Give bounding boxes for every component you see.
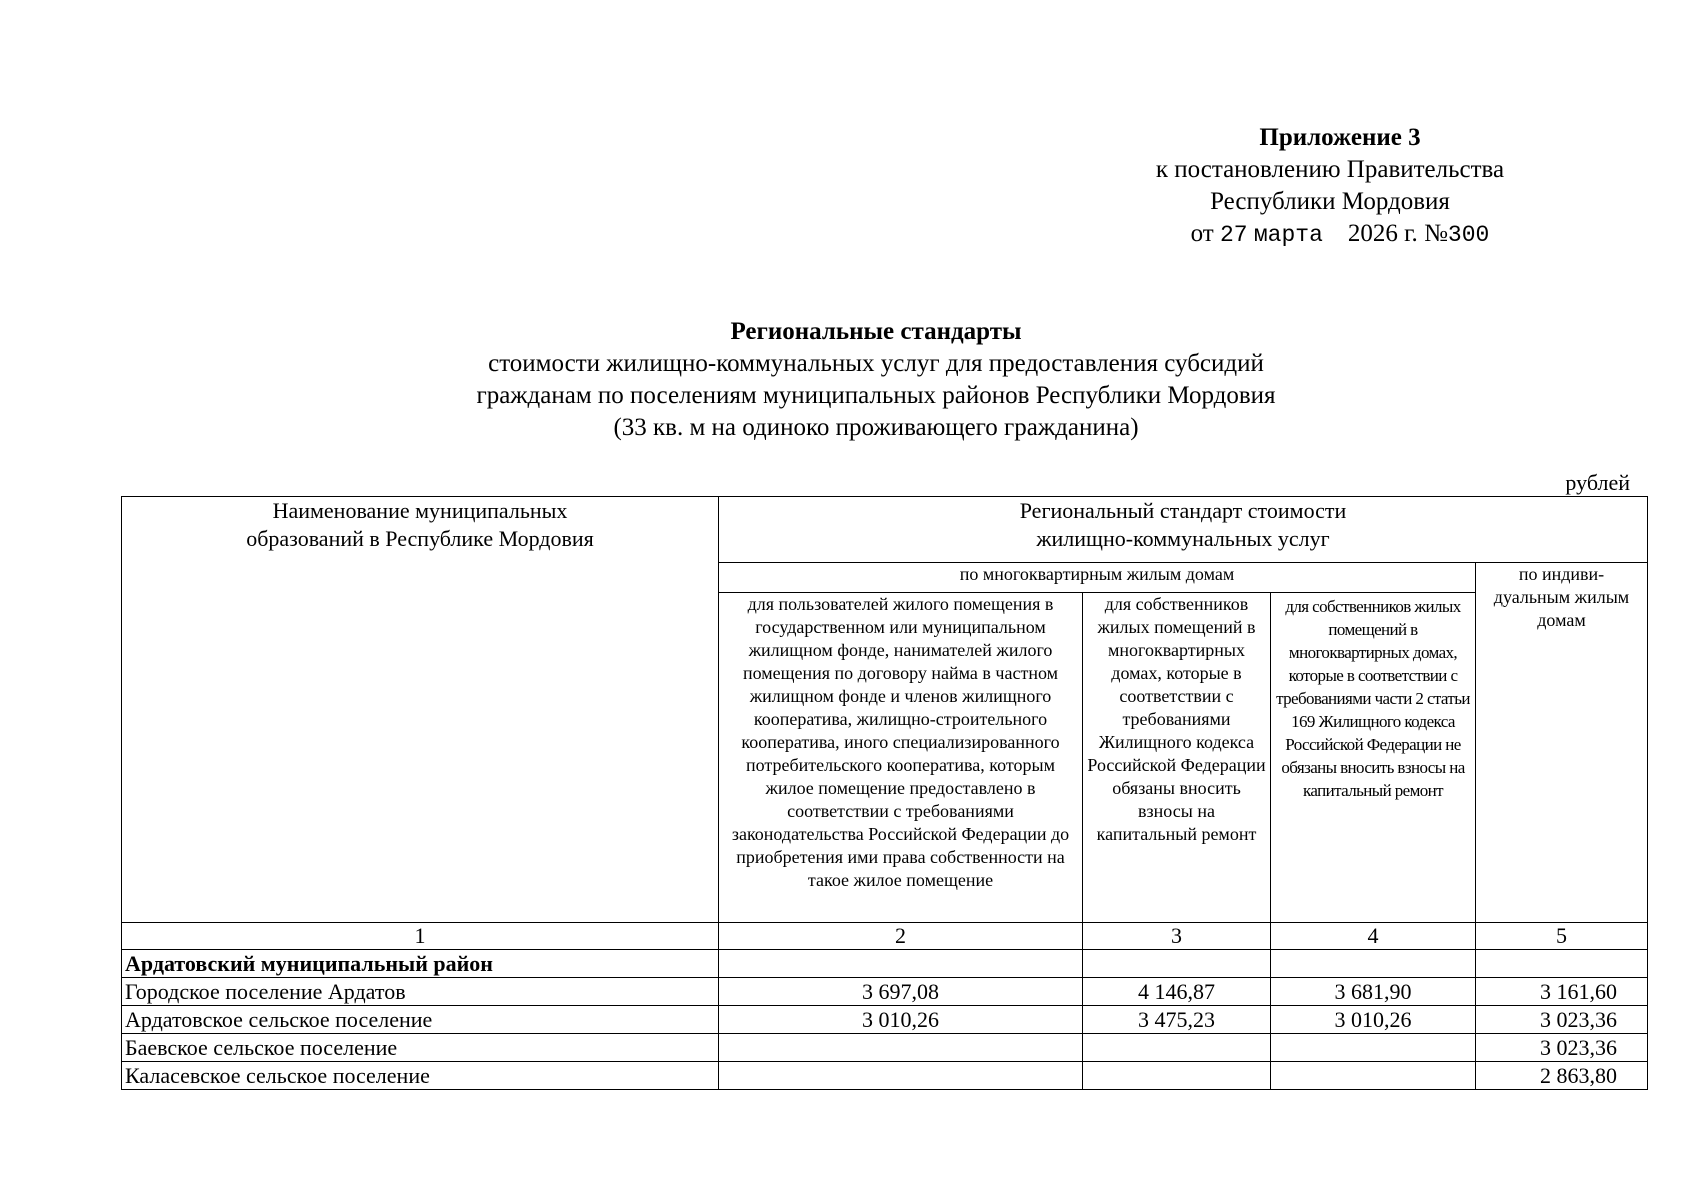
- header-col-owners-with-repair: для собственников жилых помещений в многоквартирных домах, которые в соответствии с требованиями Жилищного кодекса Российской Федерации обязаны вносить взносы на капитальный ремонт: [1083, 593, 1271, 923]
- subtitle-line-1: стоимости жилищно-коммунальных услуг для предоставления субсидий: [488, 350, 1264, 377]
- row-name: Каласевское сельское поселение: [122, 1062, 719, 1090]
- number-sign: №: [1424, 220, 1448, 247]
- date-prefix: от: [1190, 220, 1214, 247]
- header-col-tenants: для пользователей жилого помещения в государственном или муниципальном жилищном фонде, нанимателей жилого помещения по договору найма в частном жилищном фонде и членов жилищного кооператива, жилищно-строительного кооператива, иного специализированного потребительского кооператива, которым жилое помещение предоставлено в соответствии с требованиями законодательства Российской Федерации до приобретения ими права собственности на такое жилое помещение: [719, 593, 1083, 923]
- appendix-title: Приложение 3: [1259, 124, 1421, 151]
- header-individual-houses: по индиви-дуальным жилым домам: [1476, 563, 1648, 923]
- table-row: [122, 1006, 1648, 1034]
- appendix-line-2: Республики Мордовия: [1210, 188, 1450, 215]
- cell-col4: 3 010,26: [1271, 1006, 1476, 1034]
- table-row: [122, 978, 1648, 1006]
- table-row: [122, 1034, 1648, 1062]
- header-row-1: [122, 497, 1648, 563]
- header-apartment-buildings: по многоквартирным жилым домам: [719, 563, 1476, 593]
- cell-col3: 3 475,23: [1083, 1006, 1271, 1034]
- date-day: 27: [1220, 222, 1248, 248]
- column-number: 3: [1083, 923, 1271, 950]
- column-number: 2: [719, 923, 1083, 950]
- cell-col2: 3 697,08: [719, 978, 1083, 1006]
- cell-col3: [1083, 1062, 1271, 1090]
- cell-col2: [719, 950, 1083, 978]
- row-name: Ардатовский муниципальный район: [122, 950, 719, 978]
- cell-col4: [1271, 1062, 1476, 1090]
- header-col-owners-without-repair: для собственников жилых помещений в многоквартирных домах, которые в соответствии с требованиями части 2 статьи 169 Жилищного кодекса Российской Федерации не обязаны вносить взносы на капитальный ремонт: [1271, 593, 1476, 923]
- cell-col5: 3 023,36: [1476, 1006, 1648, 1034]
- appendix-header: [1120, 122, 1540, 251]
- document-title: Региональные стандарты: [730, 318, 1022, 345]
- cell-col4: 3 681,90: [1271, 978, 1476, 1006]
- cell-col5: 2 863,80: [1476, 1062, 1648, 1090]
- column-numbers-row: [122, 923, 1648, 950]
- appendix-line-1: к постановлению Правительства: [1155, 156, 1505, 183]
- header-municipality-name: Наименование муниципальных образований в Республике Мордовия: [122, 497, 719, 923]
- column-number: 4: [1271, 923, 1476, 950]
- cell-col2: 3 010,26: [719, 1006, 1083, 1034]
- cell-col3: [1083, 950, 1271, 978]
- standards-table: [121, 496, 1648, 1090]
- subtitle-line-3: (33 кв. м на одиноко проживающего гражданина): [613, 414, 1139, 441]
- header-regional-standard: Региональный стандарт стоимости жилищно-коммунальных услуг: [719, 497, 1648, 563]
- column-number: 1: [122, 923, 719, 950]
- cell-col5: [1476, 950, 1648, 978]
- row-name: Баевское сельское поселение: [122, 1034, 719, 1062]
- column-number: 5: [1476, 923, 1648, 950]
- row-name: Городское поселение Ардатов: [122, 978, 719, 1006]
- table-row: [122, 1062, 1648, 1090]
- cell-col5: 3 161,60: [1476, 978, 1648, 1006]
- cell-col4: [1271, 950, 1476, 978]
- appendix-date: [1120, 218, 1540, 251]
- subtitle-line-2: гражданам по поселениям муниципальных районов Республики Мордовия: [476, 382, 1276, 409]
- date-month: марта: [1253, 222, 1323, 248]
- cell-col3: 4 146,87: [1083, 978, 1271, 1006]
- cell-col2: [719, 1062, 1083, 1090]
- date-year: 2026 г.: [1347, 220, 1418, 247]
- unit-label: рублей: [1565, 470, 1630, 495]
- cell-col2: [719, 1034, 1083, 1062]
- cell-col5: 3 023,36: [1476, 1034, 1648, 1062]
- document-title-block: [340, 316, 1412, 444]
- cell-col4: [1271, 1034, 1476, 1062]
- table-row: [122, 950, 1648, 978]
- cell-col3: [1083, 1034, 1271, 1062]
- resolution-number: 300: [1447, 222, 1490, 248]
- row-name: Ардатовское сельское поселение: [122, 1006, 719, 1034]
